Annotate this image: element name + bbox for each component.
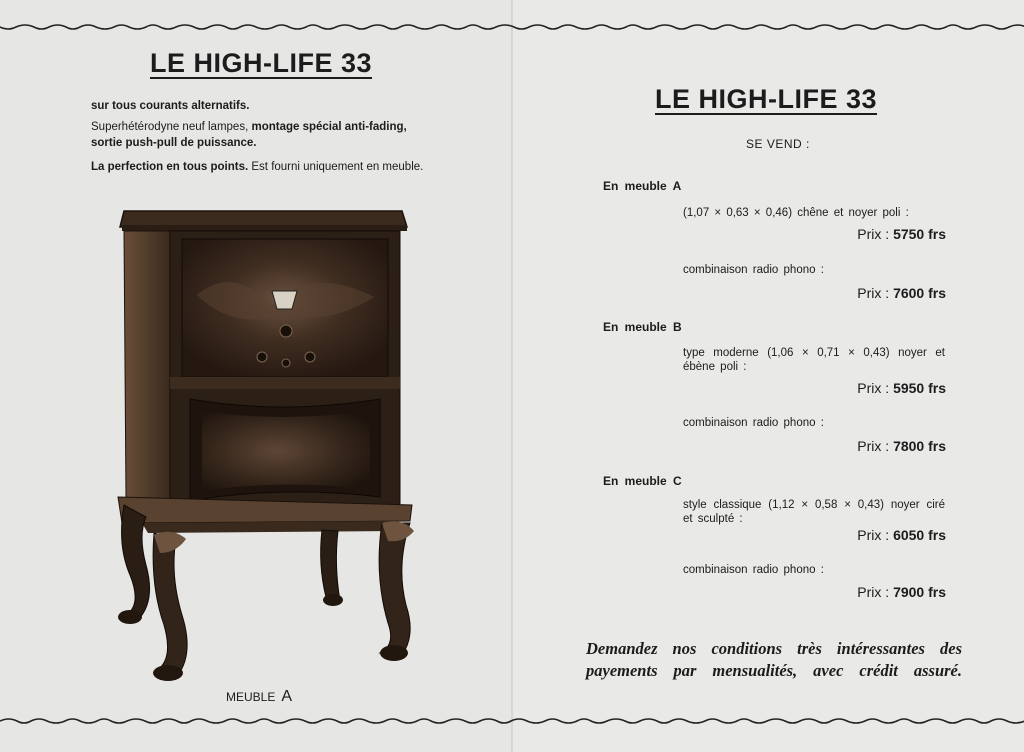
price-value: 5750 frs [893, 226, 946, 242]
intro-line-2-normal: Superhétérodyne neuf lampes, [91, 121, 252, 133]
meuble-b-combo: combinaison radio phono : [683, 417, 824, 429]
right-title: LE HIGH-LIFE 33 [655, 84, 878, 114]
price-value: 7800 frs [893, 438, 946, 454]
meuble-a-description: (1,07 × 0,63 × 0,46) chêne et noyer poli : [683, 207, 909, 219]
caption-text: MEUBLE [226, 690, 276, 704]
meuble-a-combo: combinaison radio phono : [683, 264, 824, 276]
price-label: Prix : [857, 438, 890, 454]
price-label: Prix : [857, 226, 890, 242]
meuble-c-price [857, 527, 946, 543]
price-value: 5950 frs [893, 380, 946, 396]
meuble-a-price [857, 226, 946, 242]
credit-offer-footer: Demandez nos conditions très intéressantes des payements par mensualités, avec crédit assuré. [586, 639, 962, 680]
meuble-b-price [857, 380, 946, 396]
meuble-c-heading: En meuble C [603, 474, 682, 488]
meuble-b-combo-price [857, 438, 946, 454]
top-wavy-border [0, 20, 1024, 34]
page-fold [511, 0, 513, 752]
intro-line-4-normal: Est fourni uniquement en meuble. [248, 161, 424, 173]
price-label: Prix : [857, 285, 890, 301]
meuble-c-combo-price [857, 584, 946, 600]
bottom-wavy-border [0, 714, 1024, 728]
figure-caption [226, 688, 292, 706]
meuble-a-heading: En meuble A [603, 179, 682, 193]
left-title: LE HIGH-LIFE 33 [150, 48, 373, 78]
meuble-b-description: type moderne (1,06 × 0,71 × 0,43) noyer et ébène poli : [683, 347, 945, 373]
intro-line-4-bold: La perfection en tous points. [91, 161, 249, 173]
price-label: Prix : [857, 527, 890, 543]
intro-line-3: sortie push-pull de puissance. [91, 137, 257, 149]
intro-line-2-bold: montage spécial anti-fading, [251, 121, 407, 133]
meuble-b-heading: En meuble B [603, 320, 682, 334]
price-label: Prix : [857, 584, 890, 600]
se-vend-subtitle: SE VEND : [746, 137, 810, 151]
price-value: 7600 frs [893, 285, 946, 301]
intro-paragraph-2 [91, 119, 451, 151]
meuble-a-combo-price [857, 285, 946, 301]
intro-line-1-text: sur tous courants alternatifs. [91, 100, 250, 112]
meuble-c-combo: combinaison radio phono : [683, 564, 824, 576]
meuble-c-description: style classique (1,12 × 0,58 × 0,43) noyer ciré et sculpté : [683, 499, 945, 525]
price-label: Prix : [857, 380, 890, 396]
intro-paragraph-3 [91, 159, 451, 175]
price-value: 7900 frs [893, 584, 946, 600]
caption-letter: A [281, 688, 293, 705]
radio-cabinet-illustration [112, 205, 422, 685]
intro-line-1 [91, 98, 451, 114]
price-value: 6050 frs [893, 527, 946, 543]
